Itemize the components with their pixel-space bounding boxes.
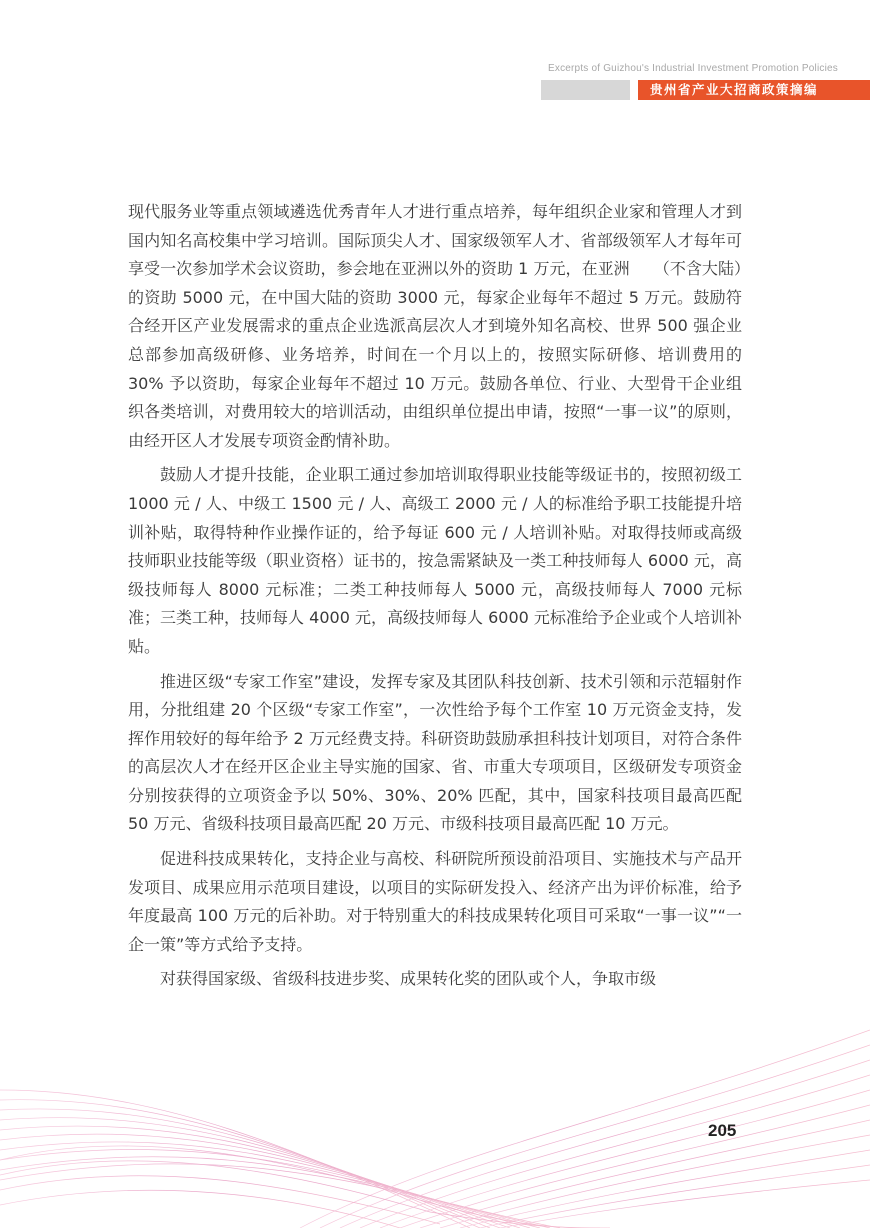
paragraph-awards: 对获得国家级、省级科技进步奖、成果转化奖的团队或个人，争取市级 xyxy=(160,969,657,989)
paragraph-talent-training: 现代服务业等重点领域遴选优秀青年人才进行重点培养，每年组织企业家和管理人才到国内知名高校集中学习培训。国际顶尖人才、国家级领军人才、省部级领军人才每年可享受一次参加学术会议资助，参会地在亚洲以外的资助 1 万元，在亚洲 （不含大陆）的资助 5000 元，在中国大陆的资助 3000 元，每家企业每年不超过 5 万元。鼓励符合经开区产业发展需求的重点企业选派高层次人才到境外知名高校、世界 500 强企业总部参加高级研修、业务培养，时间在一个月以上的，按照实际研修、培训费用的 30% 予以资助，每家企业每年不超过 10 万元。鼓励各单位、行业、大型骨干企业组织各类培训，对费用较大的培训活动，由组织单位提出申请，按照“一事一议”的原则，由经开区人才发展专项资金酌情补助。 xyxy=(128,202,742,450)
paragraph-skill-improvement: 鼓励人才提升技能，企业职工通过参加培训取得职业技能等级证书的，按照初级工 1000 元 / 人、中级工 1500 元 / 人、高级工 2000 元 / 人的标准给予职工技能提升培训补贴，取得特种作业操作证的，给予每证 600 元 / 人培训补贴。对取得技师或高级技师职业技能等级（职业资格）证书的，按急需紧缺及一类工种技师每人 6000 元，高级技师每人 8000 元标准；二类工种技师每人 5000 元，高级技师每人 7000 元标准；三类工种，技师每人 4000 元，高级技师每人 6000 元标准给予企业或个人培训补贴。 xyxy=(128,465,742,656)
body-text xyxy=(128,198,742,1000)
paragraph-tech-transfer: 促进科技成果转化，支持企业与高校、科研院所预设前沿项目、实施技术与产品开发项目、成果应用示范项目建设，以项目的实际研发投入、经济产出为评价标准，给予年度最高 100 万元的后补助。对于特别重大的科技成果转化项目可采取“一事一议”“一企一策”等方式给予支持。 xyxy=(128,849,742,954)
page-number: 205 xyxy=(708,1121,737,1140)
paragraph-expert-studio: 推进区级“专家工作室”建设，发挥专家及其团队科技创新、技术引领和示范辐射作用，分批组建 20 个区级“专家工作室”，一次性给予每个工作室 10 万元资金支持，发挥作用较好的每年给予 2 万元经费支持。科研资助鼓励承担科技计划项目，对符合条件的高层次人才在经开区企业主导实施的国家、省、市重大专项项目，区级研发专项资金分别按获得的立项资金予以 50%、30%、20% 匹配，其中，国家科技项目最高匹配 50 万元、省级科技项目最高匹配 20 万元、市级科技项目最高匹配 10 万元。 xyxy=(128,671,742,834)
header-english-title: Excerpts of Guizhou's Industrial Investment Promotion Policies xyxy=(548,63,838,74)
header-chinese-title: 贵州省产业大招商政策摘编 xyxy=(638,80,870,100)
header-gray-bar xyxy=(541,80,630,100)
